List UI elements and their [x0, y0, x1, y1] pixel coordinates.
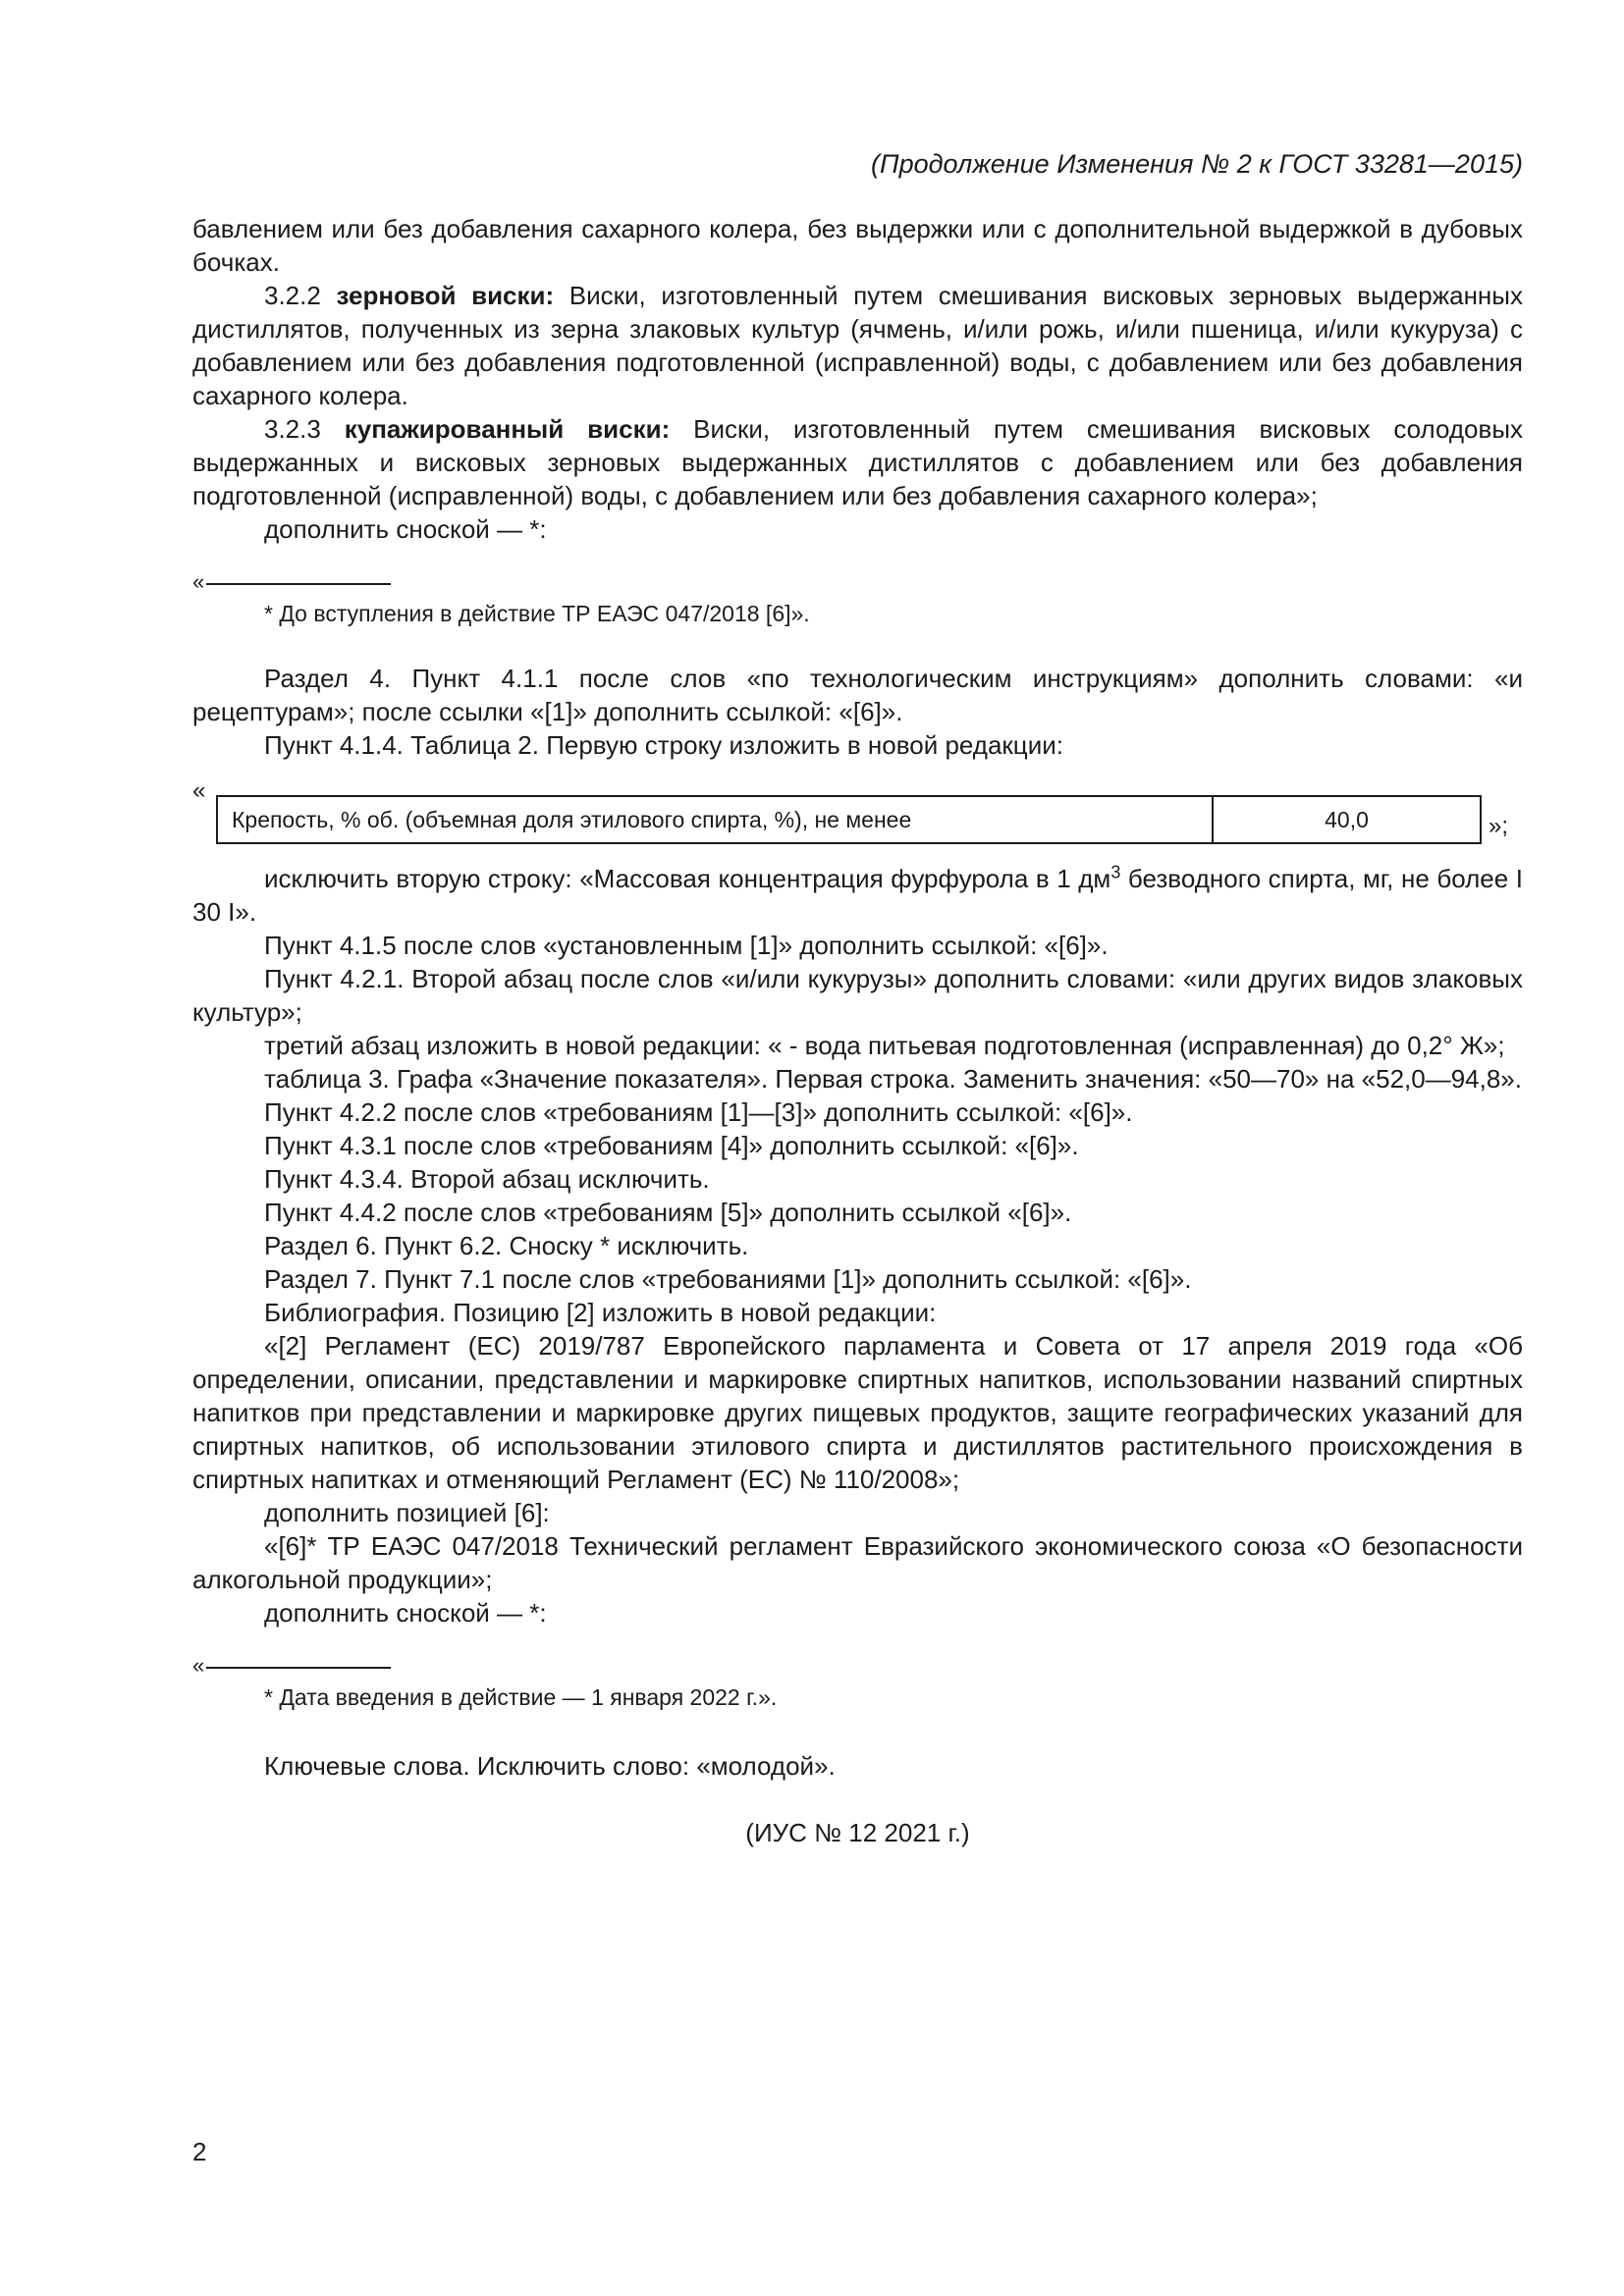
superscript: 3 [1110, 862, 1121, 882]
paragraph-third-abzac: третий абзац изложить в новой редакции: « - вода питьевая подготовленная (исправленная) до 0,2° Ж»; [264, 1031, 1505, 1060]
paragraph-add-footnote-2: дополнить сноской — *: [264, 1598, 547, 1628]
definition-grain-whisky [192, 279, 1523, 412]
paragraph-reference-6: «[6]* ТР ЕАЭС 047/2018 Технический регламент Евразийского экономического союза «О безопасности алкогольной продукции»; [192, 1531, 1523, 1594]
paragraph-4-1-5: Пункт 4.1.5 после слов «установленным [1]» дополнить ссылкой: «[6]». [264, 931, 1109, 960]
paragraph-add-position: дополнить позицией [6]: [264, 1498, 550, 1527]
table-cell-indicator: Крепость, % об. (объемная доля этилового спирта, %), не менее [218, 797, 1214, 842]
running-header: (Продолжение Изменения № 2 к ГОСТ 33281—2015) [871, 149, 1523, 179]
paragraph-table-3: таблица 3. Графа «Значение показателя». Первая строка. Заменить значения: «50—70» на «52,0—94,8». [264, 1064, 1522, 1094]
footnote-open-quote: « [192, 1653, 205, 1678]
term-grain-whisky: зерновой виски: [336, 281, 555, 310]
paragraph-add-footnote: дополнить сноской — *: [264, 514, 547, 544]
footnote-open-quote: « [192, 569, 205, 594]
table-close-quote: »; [1489, 813, 1509, 839]
clause-number: 3.2.3 [264, 414, 321, 444]
table-cell-value: 40,0 [1325, 807, 1369, 832]
footnote-text: * Дата введения в действие — 1 января 2022 г.». [264, 1684, 778, 1710]
text-run: безводного спирта, мг, не более I 30 I». [192, 864, 1523, 927]
term-blended-whisky: купажированный виски: [344, 414, 671, 444]
footnote-block-2 [192, 1629, 1523, 1749]
paragraph-reference-2: «[2] Регламент (ЕС) 2019/787 Европейского парламента и Совета от 17 апреля 2019 года «Об определении, описании, представлении и маркировке спиртных напитков, использовании названий спиртных напитков при представлении и маркировке других пищевых продуктов, защите географических указаний для спиртных напитков, об использовании этилового спирта и дистиллятов растительного происхождения в спиртных напитках и отменяющий Регламент (ЕС) № 110/2008»; [192, 1331, 1523, 1494]
paragraph-4-4-2: Пункт 4.4.2 после слов «требованиям [5]» дополнить ссылкой «[6]». [264, 1198, 1072, 1227]
page-number: 2 [192, 2137, 207, 2166]
paragraph-4-3-1: Пункт 4.3.1 после слов «требованиям [4]» дополнить ссылкой: «[6]». [264, 1131, 1079, 1160]
clause-number: 3.2.2 [264, 281, 321, 310]
footnote-block-1 [192, 546, 1523, 662]
footnote-text: * До вступления в действие ТР ЕАЭС 047/2018 [6]». [264, 601, 810, 626]
table-replacement-row [192, 762, 1523, 862]
table-open-quote: « [192, 777, 206, 804]
paragraph-bibliography: Библиография. Позицию [2] изложить в новой редакции: [264, 1298, 937, 1327]
footnote-rule [206, 1667, 391, 1669]
paragraph-continuation: бавлением или без добавления сахарного колера, без выдержки или с дополнительной выдержкой в дубовых бочках. [192, 214, 1523, 277]
footnote-rule [206, 583, 391, 585]
paragraph-table-2: Пункт 4.1.4. Таблица 2. Первую строку изложить в новой редакции: [264, 730, 1063, 760]
text-run: исключить вторую строку: «Массовая концентрация фурфурола в 1 дм [264, 864, 1111, 893]
paragraph-section-4: Раздел 4. Пункт 4.1.1 после слов «по технологическим инструкциям» дополнить словами: «и рецептурам»; после ссылки «[1]» дополнить ссылкой: «[6]». [192, 664, 1523, 726]
spacer [192, 1783, 1523, 1816]
paragraph-keywords: Ключевые слова. Исключить слово: «молодой». [264, 1751, 836, 1781]
definition-text: Виски, изготовленный путем смешивания висковых зерновых выдержанных дистиллятов, полученных из зерна злаковых культур (ячмень, и/или рожь, и/или пшеница, и/или кукуруза) с добавлением или без добавления подготовленной (исправленной) воды, с добавлением или без добавления сахарного колера. [192, 281, 1523, 410]
paragraph-section-7: Раздел 7. Пункт 7.1 после слов «требованиями [1]» дополнить ссылкой: «[6]». [264, 1264, 1192, 1294]
table-row [216, 795, 1482, 844]
paragraph-4-2-2: Пункт 4.2.2 после слов «требованиям [1]—[3]» дополнить ссылкой: «[6]». [264, 1097, 1133, 1127]
document-body [192, 212, 1523, 1849]
ius-reference: (ИУС № 12 2021 г.) [745, 1818, 970, 1847]
definition-blended-whisky [192, 412, 1523, 512]
definition-text: Виски, изготовленный путем смешивания висковых солодовых выдержанных и висковых зерновых выдержанных дистиллятов с добавлением или без добавления подготовленной (исправленной) воды, с добавлением или без добавления сахарного колера»; [192, 414, 1524, 510]
paragraph-exclude-row [192, 862, 1523, 929]
paragraph-4-2-1: Пункт 4.2.1. Второй абзац после слов «и/или кукурузы» дополнить словами: «или других видов злаковых культур»; [192, 964, 1523, 1027]
paragraph-4-3-4: Пункт 4.3.4. Второй абзац исключить. [264, 1164, 710, 1194]
paragraph-section-6: Раздел 6. Пункт 6.2. Сноску * исключить. [264, 1231, 749, 1260]
